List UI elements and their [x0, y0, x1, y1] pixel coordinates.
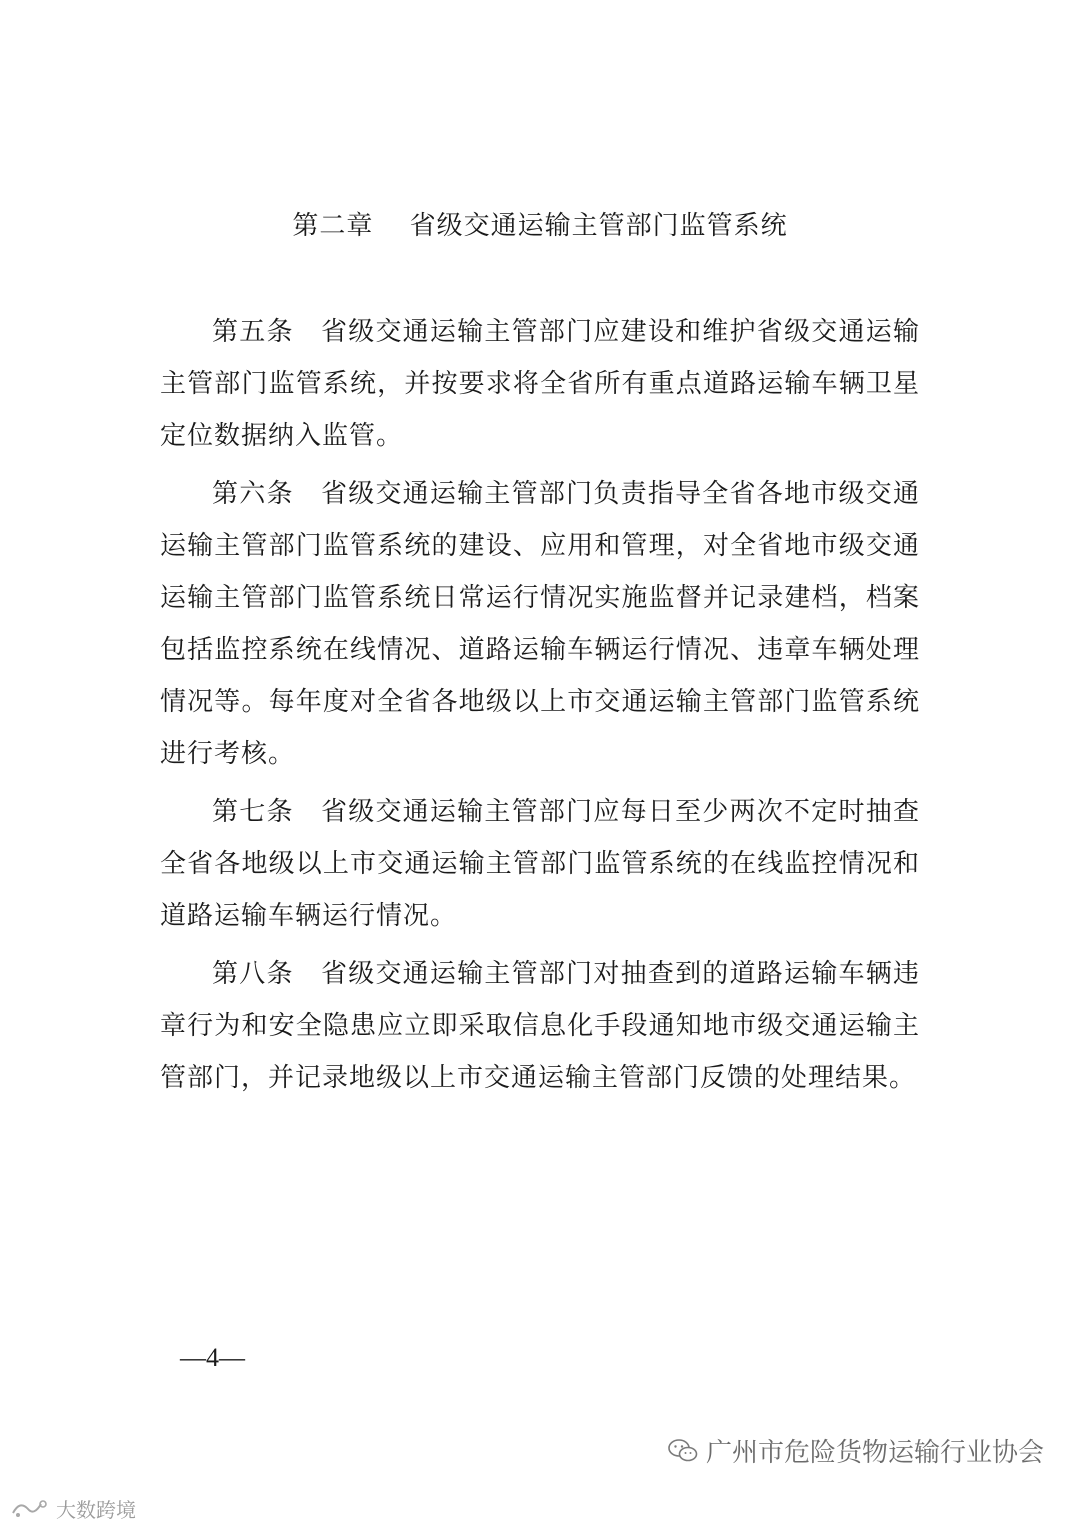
- article-number: 第七条: [212, 797, 294, 827]
- logo-icon: [10, 1498, 50, 1520]
- watermark-brand-text: 大数跨境: [56, 1498, 136, 1522]
- watermark-brand: [10, 1494, 136, 1523]
- article-text: 省级交通运输主管部门应每日至少两次不定时抽查全省各地级以上市交通运输主管部门监管系统的在线监控情况和道路运输车辆运行情况。: [160, 797, 920, 931]
- article-6: [160, 468, 920, 780]
- article-number: 第五条: [212, 317, 294, 347]
- chapter-title: 第二章 省级交通运输主管部门监管系统: [292, 211, 788, 241]
- watermark-association: [668, 1432, 1044, 1469]
- article-8: [160, 948, 920, 1104]
- article-text: 省级交通运输主管部门负责指导全省各地市级交通运输主管部门监管系统的建设、应用和管理，对全省地市级交通运输主管部门监管系统日常运行情况实施监督并记录建档，档案包括监控系统在线情况、道路运输车辆运行情况、违章车辆处理情况等。每年度对全省各地级以上市交通运输主管部门监管系统进行考核。: [160, 479, 920, 769]
- document-body: [160, 306, 920, 1110]
- wechat-icon: [668, 1438, 698, 1464]
- article-7: [160, 786, 920, 942]
- article-text: 省级交通运输主管部门应建设和维护省级交通运输主管部门监管系统，并按要求将全省所有重点道路运输车辆卫星定位数据纳入监管。: [160, 317, 920, 451]
- article-5: [160, 306, 920, 462]
- article-number: 第八条: [212, 959, 294, 989]
- article-text: 省级交通运输主管部门对抽查到的道路运输车辆违章行为和安全隐患应立即采取信息化手段通知地市级交通运输主管部门，并记录地级以上市交通运输主管部门反馈的处理结果。: [160, 959, 920, 1093]
- page-number: —4—: [180, 1343, 245, 1372]
- article-number: 第六条: [212, 479, 294, 509]
- watermark-association-text: 广州市危险货物运输行业协会: [705, 1438, 1044, 1468]
